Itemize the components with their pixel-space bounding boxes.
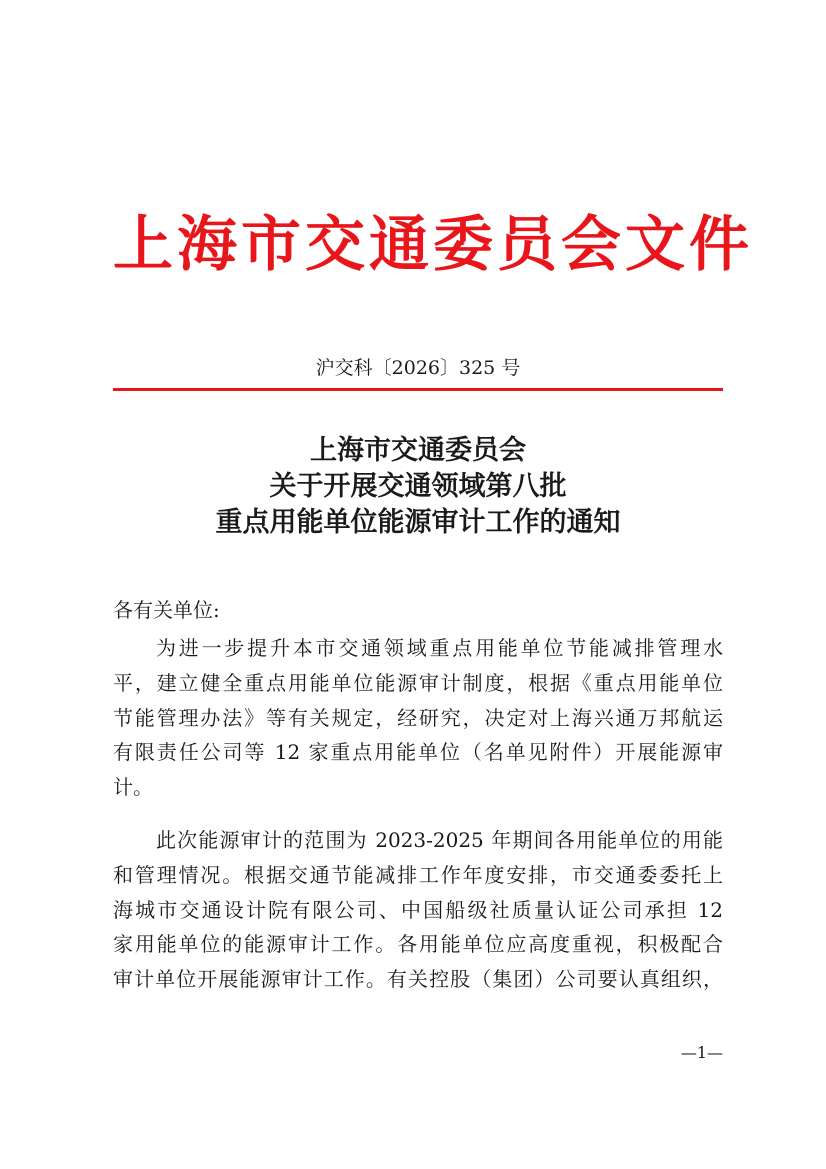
document-title-line: 上海市交通委员会: [310, 435, 526, 466]
body-paragraph-1: [113, 631, 723, 805]
paragraph-line: 计。: [113, 775, 153, 800]
document-number: 沪交科〔2026〕325 号: [315, 357, 521, 379]
issuer-header-title: 上海市交通委员会文件: [113, 210, 753, 280]
paragraph-line: 节能管理办法》等有关规定，经研究，决定对上海兴通万邦航运: [113, 705, 723, 730]
red-separator-line: [113, 388, 723, 391]
paragraph-line: 此次能源审计的范围为 2023-2025 年期间各用能单位的用能: [156, 828, 723, 852]
document-title-line: 关于开展交通领域第八批: [269, 471, 567, 502]
document-title: [113, 433, 723, 541]
document-title-line: 重点用能单位能源审计工作的通知: [215, 507, 621, 538]
paragraph-line: 审计单位开展能源审计工作。有关控股（集团）公司要认真组织，: [113, 967, 723, 992]
paragraph-line: 家用能单位的能源审计工作。各用能单位应高度重视，积极配合: [113, 932, 723, 957]
paragraph-line: 和管理情况。根据交通节能减排工作年度安排，市交通委委托上: [113, 862, 723, 887]
paragraph-line: 海城市交通设计院有限公司、中国船级社质量认证公司承担 12: [113, 897, 723, 922]
page-number: —1—: [680, 1043, 723, 1062]
salutation: 各有关单位:: [113, 598, 220, 622]
paragraph-line: 有限责任公司等 12 家重点用能单位（名单见附件）开展能源审: [113, 740, 723, 765]
body-paragraph-2: [113, 823, 723, 997]
paragraph-line: 为进一步提升本市交通领域重点用能单位节能减排管理水: [156, 636, 723, 660]
paragraph-line: 平，建立健全重点用能单位能源审计制度，根据《重点用能单位: [113, 670, 723, 695]
